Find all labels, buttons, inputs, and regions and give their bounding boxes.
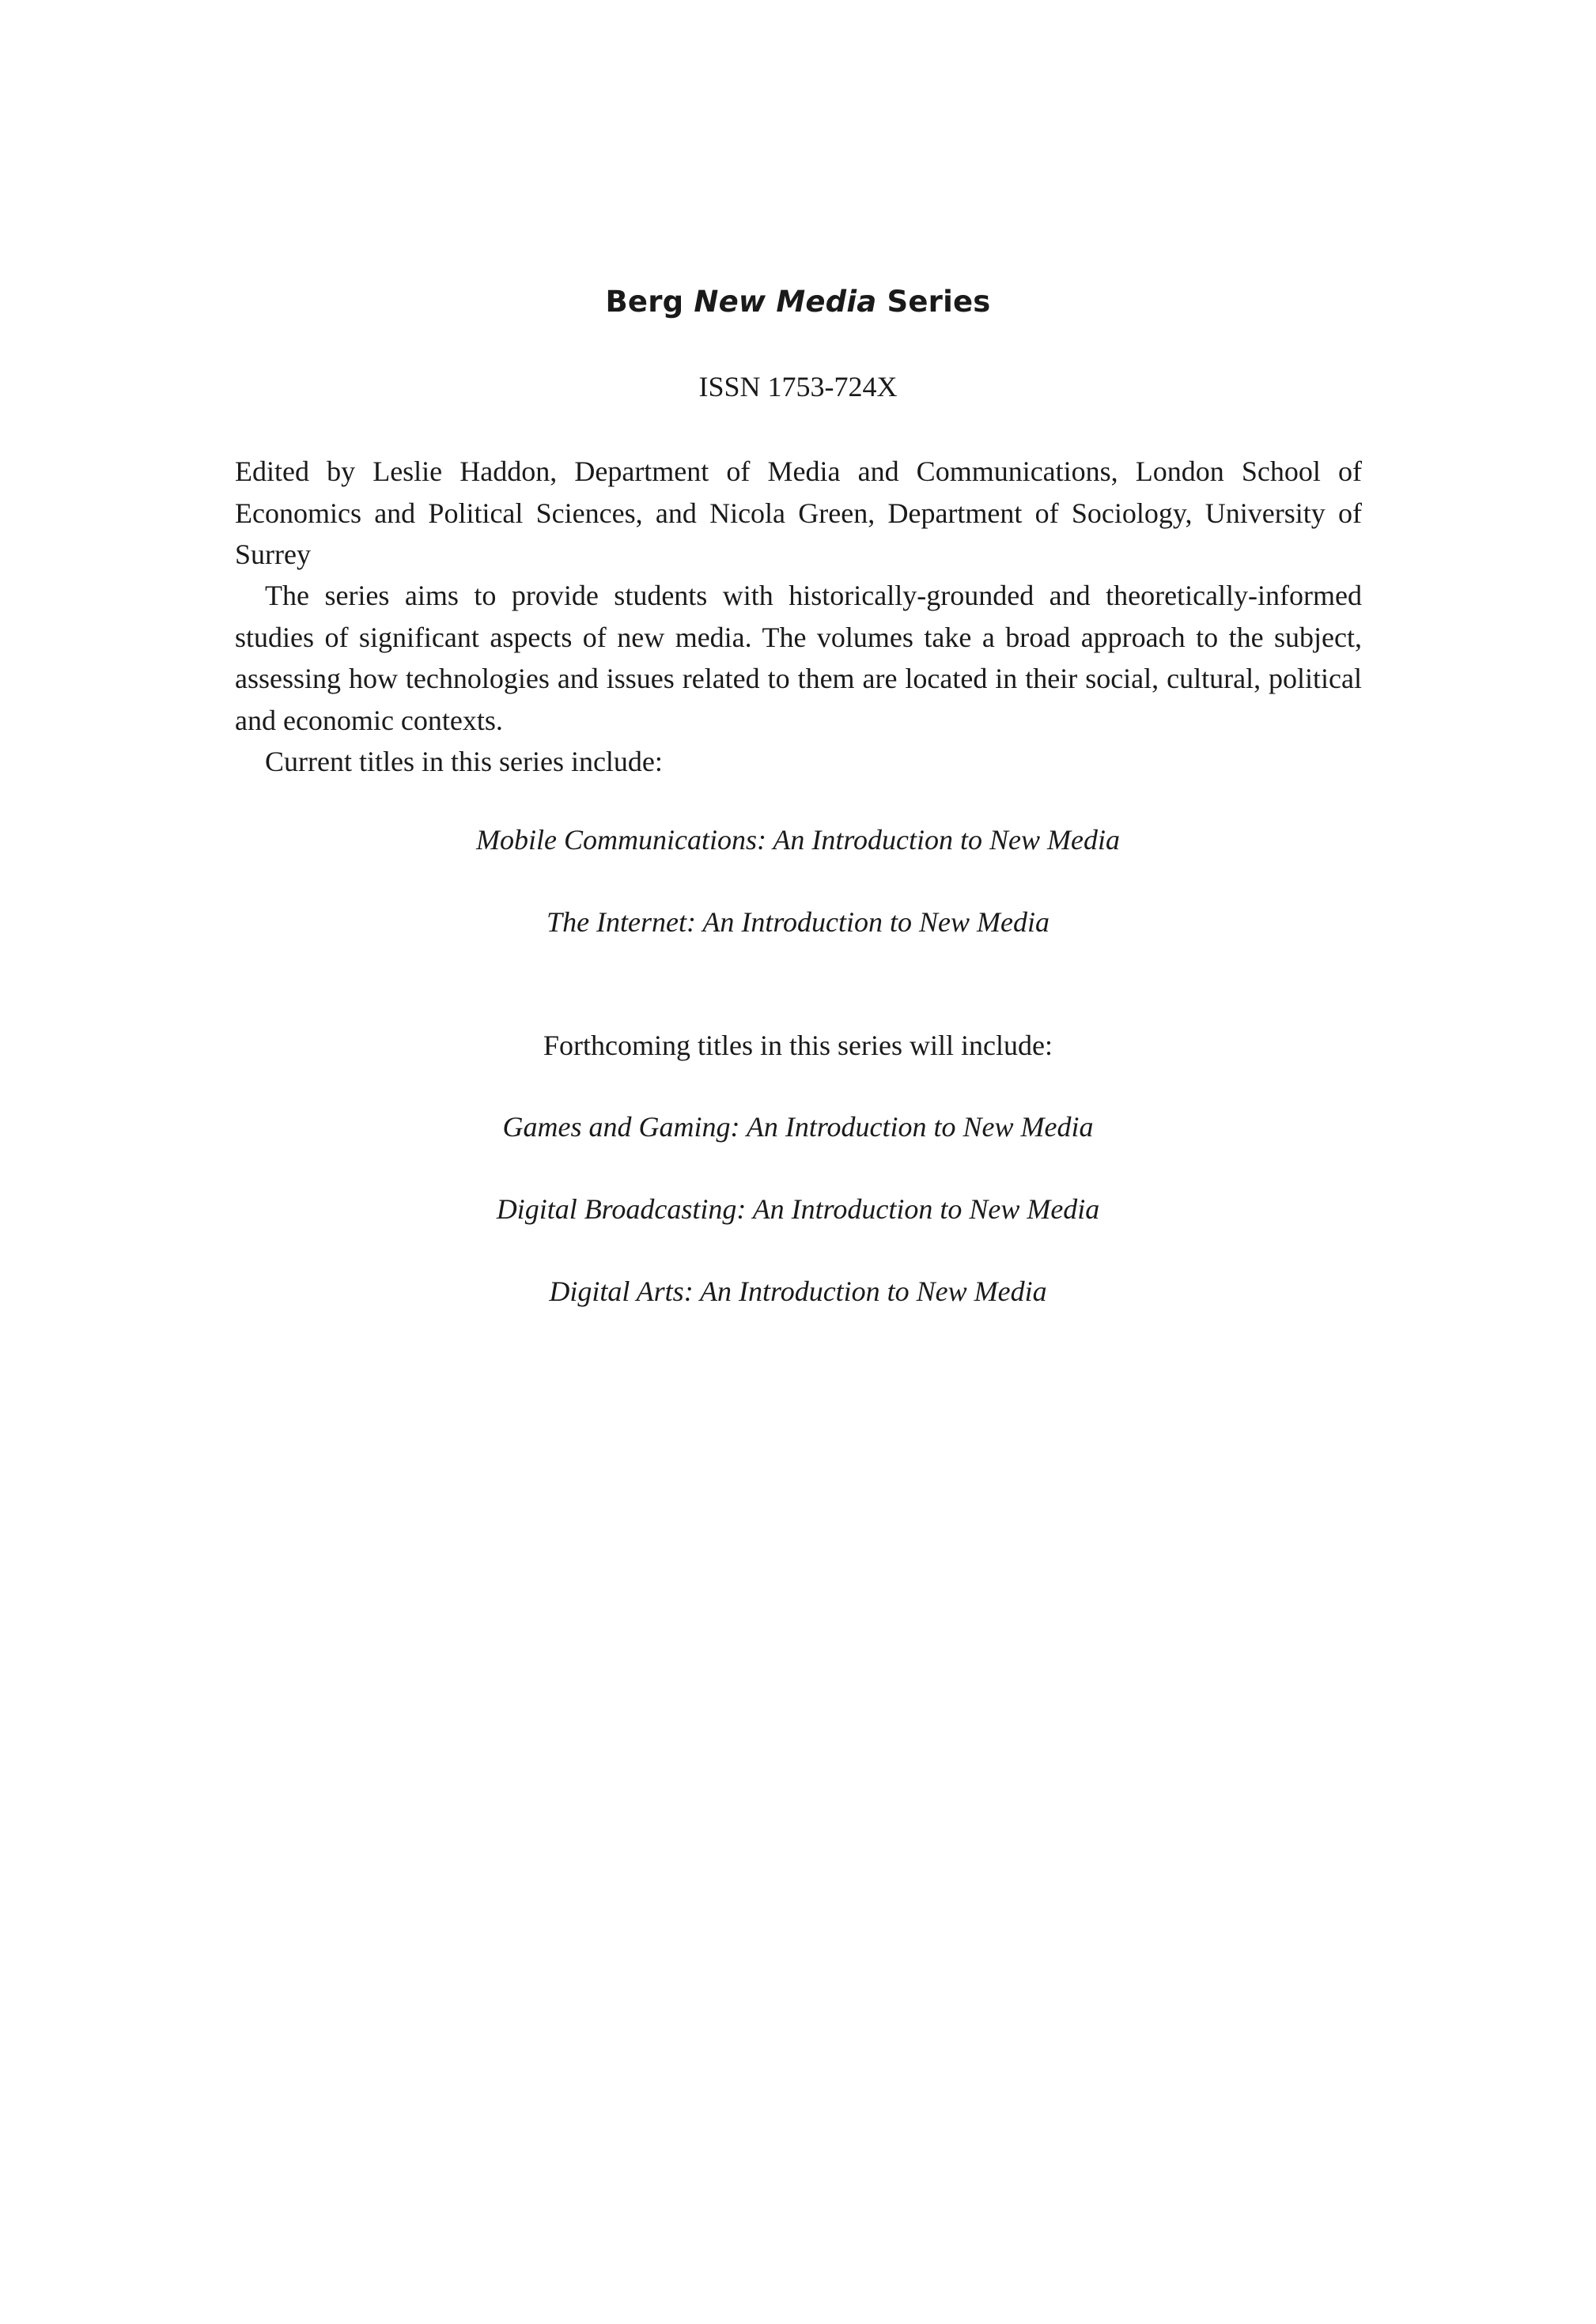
issn-number: ISSN 1753-724X	[698, 371, 898, 402]
series-title-prefix: Berg	[605, 285, 694, 319]
forthcoming-titles-intro: Forthcoming titles in this series will include:	[543, 1030, 1053, 1061]
forthcoming-title-item: Digital Arts: An Introduction to New Media	[549, 1275, 1047, 1307]
series-title	[0, 285, 1596, 319]
current-titles-intro: Current titles in this series include:	[265, 746, 663, 777]
forthcoming-title-item: Digital Broadcasting: An Introduction to New Media	[496, 1193, 1100, 1225]
series-title-italic: New Media	[694, 285, 877, 319]
series-title-suffix: Series	[876, 285, 991, 319]
current-title-item: Mobile Communications: An Introduction to New Media	[476, 824, 1120, 856]
series-aims-paragraph: The series aims to provide students with historically-grounded and theoretically-informed studies of significant aspects of new media. The volumes take a broad approach to the subject, assessing how technologies and issues related to them are located in their social, cultural, political and economic contexts.	[235, 580, 1362, 736]
forthcoming-title-item: Games and Gaming: An Introduction to New Media	[502, 1111, 1094, 1143]
editors-paragraph: Edited by Leslie Haddon, Department of Media and Communications, London School of Economics and Political Sciences, and Nicola Green, Department of Sociology, University of Surrey	[235, 455, 1362, 570]
current-title-item: The Internet: An Introduction to New Media	[546, 906, 1050, 938]
